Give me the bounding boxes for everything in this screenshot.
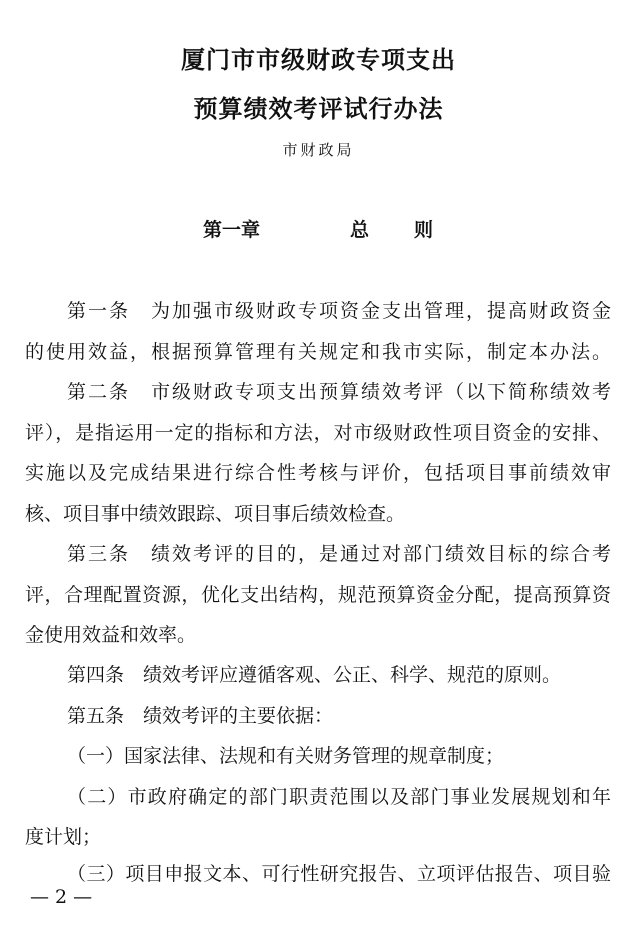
- article-5-item-2-line-1: （二）市政府确定的部门职责范围以及部门事业发展规划和年: [67, 786, 611, 808]
- article-3-line-2: 评，合理配置资源，优化支出结构，规范预算资金分配，提高预算资: [25, 584, 611, 606]
- chapter-number: 第一章: [203, 219, 261, 241]
- article-3-line-3: 金使用效益和效率。: [25, 624, 197, 646]
- chapter-name-char-2: 则: [414, 219, 434, 241]
- document-title-line-2: 预算绩效考评试行办法: [193, 95, 444, 123]
- article-5-line-1: 第五条 绩效考评的主要依据：: [67, 705, 334, 727]
- page-number: — 2 —: [30, 886, 93, 908]
- chapter-name-char-1: 总: [350, 219, 370, 241]
- article-2-line-4: 核、项目事中绩效跟踪、项目事后绩效检查。: [25, 503, 406, 525]
- issuing-authority: 市财政局: [282, 141, 355, 159]
- document-title-line-1: 厦门市市级财政专项支出: [181, 46, 456, 74]
- article-2-line-1: 第二条 市级财政专项支出预算绩效考评（以下简称绩效考: [67, 381, 611, 403]
- article-5-item-2-line-2: 度计划；: [25, 826, 102, 848]
- article-1-line-1: 第一条 为加强市级财政专项资金支出管理，提高财政资金: [67, 300, 611, 322]
- article-5-item-3-line-1: （三）项目申报文本、可行性研究报告、立项评估报告、项目验: [67, 863, 611, 885]
- article-1-line-2: 的使用效益，根据预算管理有关规定和我市实际，制定本办法。: [25, 341, 611, 363]
- article-3-line-1: 第三条 绩效考评的目的，是通过对部门绩效目标的综合考: [67, 543, 611, 565]
- article-5-item-1: （一）国家法律、法规和有关财务管理的规章制度；: [67, 745, 505, 767]
- chapter-heading: [0, 215, 637, 245]
- article-2-line-2: 评），是指运用一定的指标和方法，对市级财政性项目资金的安排、: [25, 422, 611, 444]
- article-2-line-3: 实施以及完成结果进行综合性考核与评价，包括项目事前绩效审: [25, 462, 611, 484]
- article-4-line-1: 第四条 绩效考评应遵循客观、公正、科学、规范的原则。: [67, 664, 562, 686]
